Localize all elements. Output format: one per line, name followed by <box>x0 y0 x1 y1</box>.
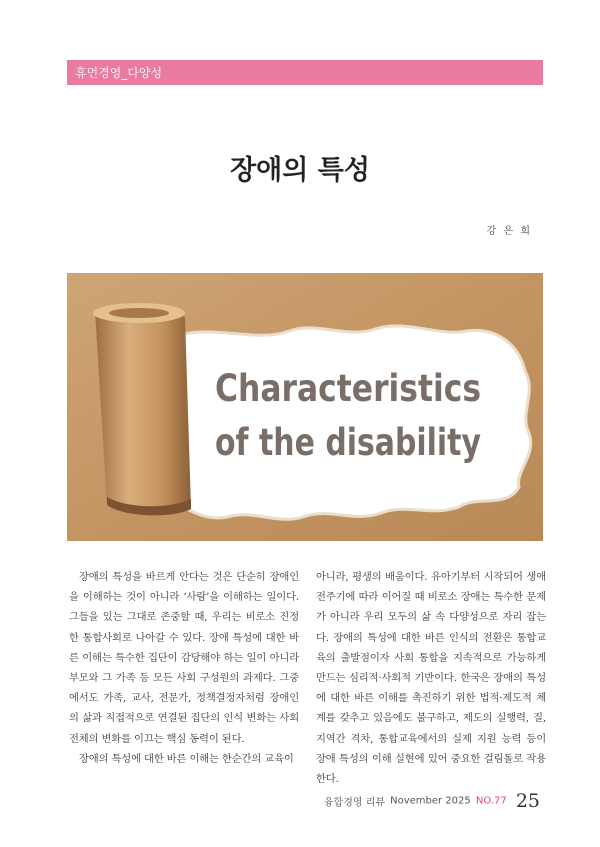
magazine-name: 융합경영 리뷰 <box>323 797 386 809</box>
torn-cardboard-illustration <box>67 273 543 541</box>
page-number: 25 <box>515 790 540 812</box>
page-footer <box>324 790 540 812</box>
article-title: 장애의 특성 <box>230 155 370 186</box>
body-column-right <box>316 567 546 789</box>
issue-date: November 2025 <box>390 795 471 807</box>
issue-number: NO.77 <box>475 795 507 807</box>
paragraph: 아니라, 평생의 배움이다. 유아기부터 시작되어 생애전주기에 따라 이어질 때 비로소 장애는 특수한 문제가 아니라 우리 모두의 삶 속 다양성으로 자리 잡는다. 장애의 특성에 대한 바른 인식의 전환은 통합교육의 출발점이자 사회 통합을 지속적으로 가능하게 만드는 심리적·사회적 기반이다. 한국은 장애의 특성에 대한 바른 이해를 촉진하기 위한 법적·제도적 체계를 갖추고 있음에도 불구하고, 제도의 실행력, 질, 지역간 격차, 통합교육에서의 실제 지원 능력 등이 장애 특성의 이해 실현에 있어 중요한 걸림돌로 작용한다. <box>316 571 546 786</box>
hero-title-line1: Characteristics <box>215 367 481 410</box>
author-name: 강 은 희 <box>486 226 532 237</box>
hero-image <box>67 273 543 541</box>
body-column-left <box>69 567 299 769</box>
section-header-bar <box>67 60 543 85</box>
section-label: 휴먼경영_다양성 <box>75 66 163 80</box>
paragraph: 장애의 특성을 바르게 안다는 것은 단순히 장애인을 이해하는 것이 아니라 ‘사람’을 이해하는 일이다. 그들을 있는 그대로 존중할 때, 우리는 비로소 진정한 통합사회로 나아갈 수 있다. 장애 특성에 대한 바른 이해는 특수한 집단이 감당해야 하는 일이 아니라 부모와 그 가족 등 모든 사회 구성원의 과제다. 그중에서도 가족, 교사, 전문가, 정책결정자처럼 장애인의 삶과 직접적으로 연결된 집단의 인식 변화는 사회 전체의 변화를 이끄는 핵심 동력이 된다. <box>69 571 299 745</box>
paragraph: 장애의 특성에 대한 바른 이해는 한순간의 교육이 <box>79 752 294 765</box>
hero-title-line2: of the disability <box>215 421 481 464</box>
